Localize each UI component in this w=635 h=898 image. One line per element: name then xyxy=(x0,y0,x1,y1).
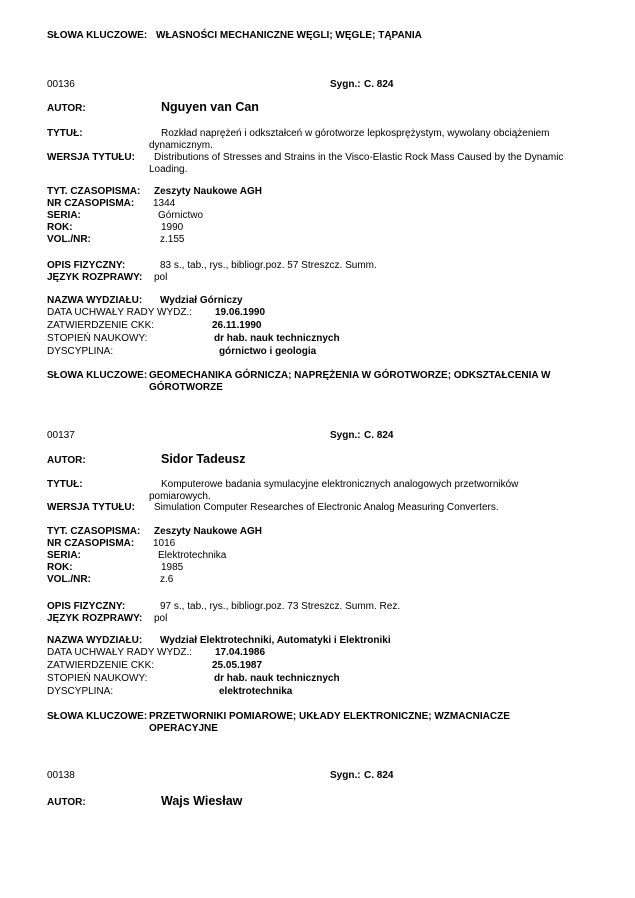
data-uchwaly-value: 19.06.1990 xyxy=(215,307,266,318)
tytul-line-1: Komputerowe badania symulacyjne elektronicznych analogowych przetworników xyxy=(161,479,519,490)
autor-label: AUTOR: xyxy=(47,797,86,808)
wersja-line-1: Simulation Computer Researches of Electronic Analog Measuring Converters. xyxy=(154,502,499,513)
czasopisma-value: Zeszyty Naukowe AGH xyxy=(154,526,262,537)
autor-label: AUTOR: xyxy=(47,455,86,466)
dyscyplina-label: DYSCYPLINA: xyxy=(47,686,114,697)
zatwierdzenie-value: 25.05.1987 xyxy=(212,660,263,671)
slowa-line-1: GEOMECHANIKA GÓRNICZA; NAPRĘŻENIA W GÓROTWORZE; ODKSZTAŁCENIA W xyxy=(149,370,551,381)
sygn-label: Sygn.: xyxy=(330,79,361,90)
data-uchwaly-value: 17.04.1986 xyxy=(215,647,266,658)
stopien-value: dr hab. nauk technicznych xyxy=(214,333,340,344)
sygn-value: C. 824 xyxy=(364,79,394,90)
czasopisma-label: TYT. CZASOPISMA: xyxy=(47,186,141,197)
opis-label: OPIS FIZYCZNY: xyxy=(47,260,126,271)
rok-label: ROK: xyxy=(47,222,73,233)
stopien-label: STOPIEŃ NAUKOWY: xyxy=(47,333,148,344)
zatwierdzenie-value: 26.11.1990 xyxy=(212,320,262,331)
nr-value: 1344 xyxy=(153,198,176,209)
volnr-value: z.6 xyxy=(160,574,174,585)
sygn-label: Sygn.: xyxy=(330,430,361,441)
seria-label: SERIA: xyxy=(47,550,81,561)
wydzial-value: Wydział Elektrotechniki, Automatyki i Elektroniki xyxy=(160,635,391,646)
top-keywords-value: WŁASNOŚCI MECHANICZNE WĘGLI; WĘGLE; TĄPANIA xyxy=(156,30,422,41)
jezyk-label: JĘZYK ROZPRAWY: xyxy=(47,613,143,624)
opis-value: 97 s., tab., rys., bibliogr.poz. 73 Streszcz. Summ. Rez. xyxy=(160,601,401,612)
zatwierdzenie-label: ZATWIERDZENIE CKK: xyxy=(47,320,155,331)
autor-label: AUTOR: xyxy=(47,103,86,114)
zatwierdzenie-label: ZATWIERDZENIE CKK: xyxy=(47,660,155,671)
volnr-label: VOL./NR: xyxy=(47,234,91,245)
record-number: 00136 xyxy=(47,79,75,90)
dyscyplina-label: DYSCYPLINA: xyxy=(47,346,114,357)
dyscyplina-value: górnictwo i geologia xyxy=(219,346,317,357)
dyscyplina-value: elektrotechnika xyxy=(219,686,293,697)
autor-value: Sidor Tadeusz xyxy=(161,452,246,466)
seria-value: Górnictwo xyxy=(158,210,204,221)
tytul-line-2: dynamicznym. xyxy=(149,140,213,151)
sygn-value: C. 824 xyxy=(364,770,394,781)
seria-value: Elektrotechnika xyxy=(158,550,227,561)
sygn-value: C. 824 xyxy=(364,430,394,441)
volnr-label: VOL./NR: xyxy=(47,574,91,585)
wersja-line-1: Distributions of Stresses and Strains in the Visco-Elastic Rock Mass Caused by the Dynamic xyxy=(154,152,564,163)
wydzial-label: NAZWA WYDZIAŁU: xyxy=(47,295,143,306)
slowa-line-2: OPERACYJNE xyxy=(149,723,218,734)
rok-label: ROK: xyxy=(47,562,73,573)
jezyk-value: pol xyxy=(154,613,168,624)
data-uchwaly-label: DATA UCHWAŁY RADY WYDZ.: xyxy=(47,647,193,658)
nr-label: NR CZASOPISMA: xyxy=(47,538,135,549)
tytul-line-1: Rozkład naprężeń i odkształceń w górotworze lepkosprężystym, wywolany obciążeniem xyxy=(161,128,550,139)
wersja-label: WERSJA TYTUŁU: xyxy=(47,502,135,513)
top-keywords-label: SŁOWA KLUCZOWE: xyxy=(47,30,148,41)
stopien-label: STOPIEŃ NAUKOWY: xyxy=(47,673,148,684)
tytul-line-2: pomiarowych. xyxy=(149,491,211,502)
wersja-line-2: Loading. xyxy=(149,164,188,175)
volnr-value: z.155 xyxy=(160,234,185,245)
record-number: 00137 xyxy=(47,430,75,441)
record-number: 00138 xyxy=(47,770,75,781)
czasopisma-value: Zeszyty Naukowe AGH xyxy=(154,186,262,197)
wydzial-value: Wydział Górniczy xyxy=(160,295,243,306)
nr-label: NR CZASOPISMA: xyxy=(47,198,135,209)
slowa-line-2: GÓROTWORZE xyxy=(149,382,223,393)
jezyk-label: JĘZYK ROZPRAWY: xyxy=(47,272,143,283)
slowa-label: SŁOWA KLUCZOWE: xyxy=(47,711,148,722)
tytul-label: TYTUŁ: xyxy=(47,128,83,139)
autor-value: Nguyen van Can xyxy=(161,100,259,114)
opis-value: 83 s., tab., rys., bibliogr.poz. 57 Streszcz. Summ. xyxy=(160,260,377,271)
rok-value: 1990 xyxy=(161,222,184,233)
tytul-label: TYTUŁ: xyxy=(47,479,83,490)
slowa-line-1: PRZETWORNIKI POMIAROWE; UKŁADY ELEKTRONICZNE; WZMACNIACZE xyxy=(149,711,510,722)
seria-label: SERIA: xyxy=(47,210,81,221)
rok-value: 1985 xyxy=(161,562,184,573)
data-uchwaly-label: DATA UCHWAŁY RADY WYDZ.: xyxy=(47,307,193,318)
opis-label: OPIS FIZYCZNY: xyxy=(47,601,126,612)
stopien-value: dr hab. nauk technicznych xyxy=(214,673,340,684)
wydzial-label: NAZWA WYDZIAŁU: xyxy=(47,635,143,646)
nr-value: 1016 xyxy=(153,538,176,549)
wersja-label: WERSJA TYTUŁU: xyxy=(47,152,135,163)
sygn-label: Sygn.: xyxy=(330,770,361,781)
slowa-label: SŁOWA KLUCZOWE: xyxy=(47,370,148,381)
czasopisma-label: TYT. CZASOPISMA: xyxy=(47,526,141,537)
autor-value: Wajs Wiesław xyxy=(161,794,243,808)
jezyk-value: pol xyxy=(154,272,168,283)
